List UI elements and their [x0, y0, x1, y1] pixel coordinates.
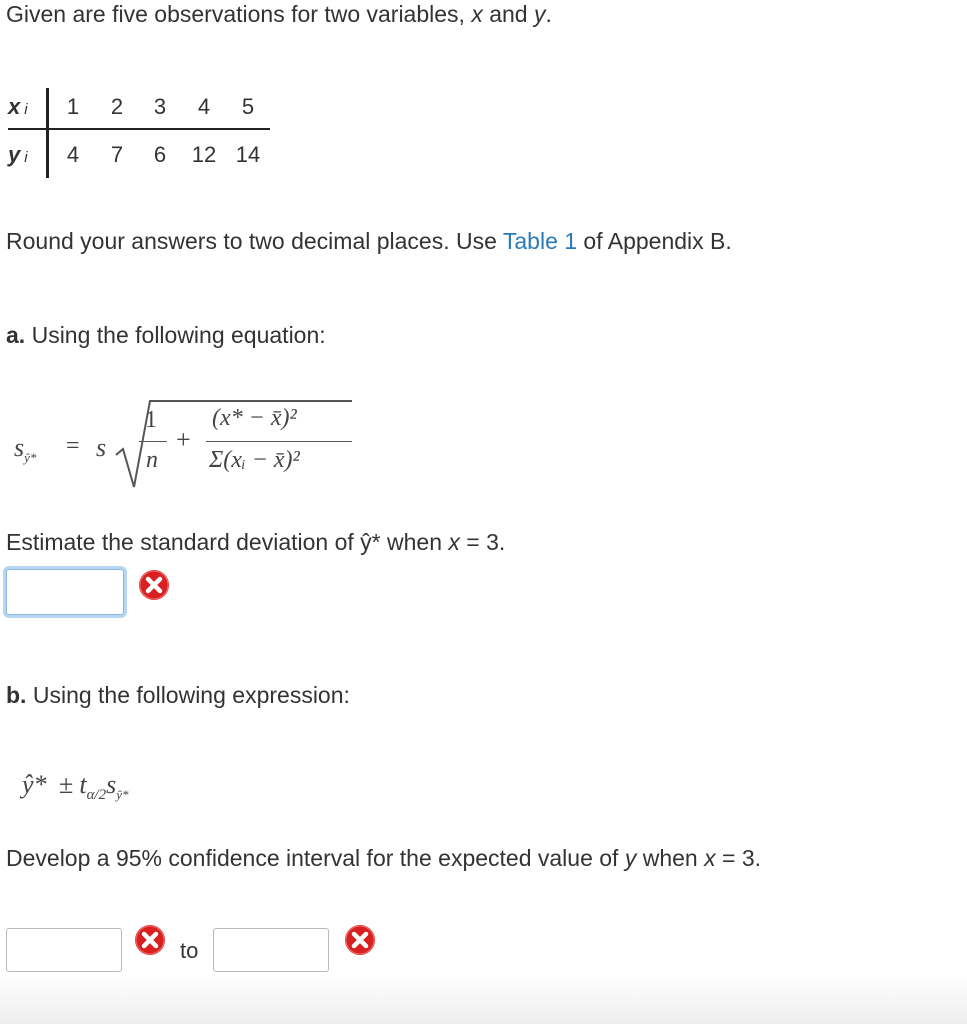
row-header-y: y i [8, 142, 28, 167]
formula-s: s [96, 433, 107, 462]
page-bottom-fade [0, 974, 967, 1024]
table-cell: 12 [191, 142, 217, 167]
instructions-text: Round your answers to two decimal places. Use Table 1 of Appendix B. [6, 228, 732, 254]
formula-lhs: $s_{ŷ*}$ [14, 433, 37, 466]
part-b-question: Develop a 95% confidence interval for the expected value of y when x = 3. [6, 845, 762, 871]
confidence-expression: ŷ* ± $t_{\alpha/2}s_{ŷ*}$ [22, 770, 129, 804]
part-b-prompt: b. Using the following expression: [6, 682, 350, 708]
appendix-table-link[interactable]: Table 1 [502, 228, 578, 254]
fraction-bar-1 [139, 441, 167, 442]
error-x-icon [134, 924, 166, 956]
interval-lower-input[interactable] [6, 928, 122, 972]
table-cell: 1 [66, 94, 80, 119]
table-cell: 14 [235, 142, 261, 167]
intro-text: Given are five observations for two variables, x and y. [6, 1, 552, 27]
formula-numerator: (x* − x̄)² [212, 405, 297, 431]
table-cell: 7 [110, 142, 124, 167]
formula-plus: + [176, 425, 191, 454]
part-a-prompt: a. Using the following equation: [6, 322, 326, 348]
table-cell: 4 [66, 142, 80, 167]
formula-denominator: Σ(xᵢ − x̄)² [209, 447, 300, 473]
std-dev-answer-input[interactable] [6, 569, 124, 615]
part-a-question: Estimate the standard deviation of ŷ* when x = 3. [6, 529, 506, 555]
formula-equals: = [66, 433, 80, 459]
table-horizontal-rule [8, 128, 270, 130]
formula-n: n [146, 447, 158, 473]
std-dev-formula [0, 395, 380, 495]
interval-upper-input[interactable] [213, 928, 329, 972]
interval-separator: to [180, 938, 199, 963]
error-x-icon [344, 924, 376, 956]
table-cell: 4 [197, 94, 211, 119]
table-cell: 5 [241, 94, 255, 119]
table-cell: 6 [153, 142, 167, 167]
formula-one: 1 [145, 407, 157, 433]
row-header-x: x i [8, 94, 28, 119]
table-cell: 2 [110, 94, 124, 119]
table-cell: 3 [153, 94, 167, 119]
error-x-icon [138, 569, 170, 601]
table-vertical-rule [46, 88, 49, 178]
fraction-bar-2 [206, 441, 352, 442]
